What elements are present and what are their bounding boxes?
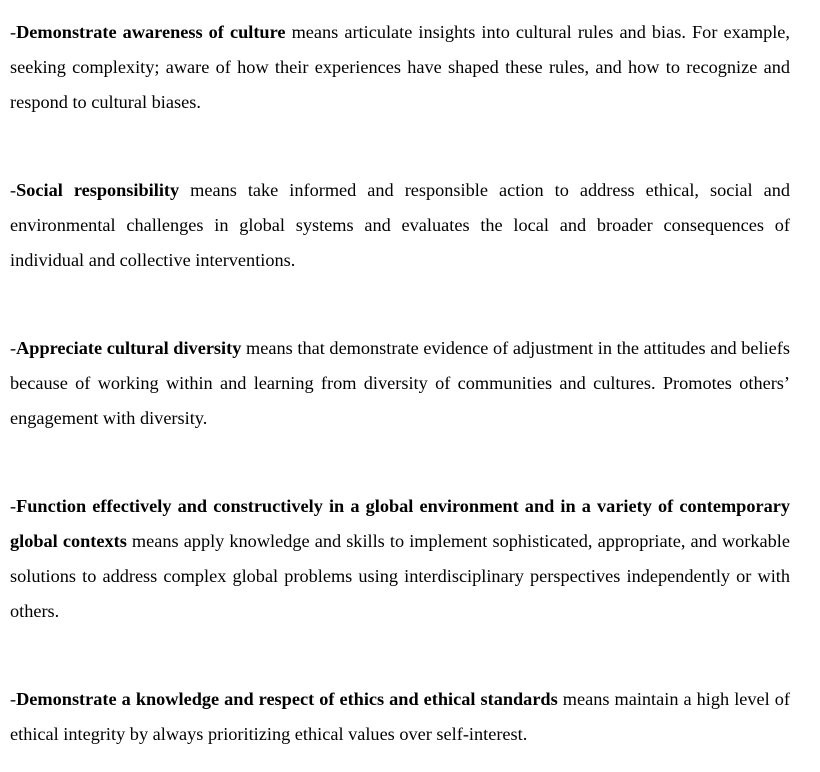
bullet-dash: - xyxy=(10,496,17,516)
term-definition: means that demonstrate evidence of adjustment in the attitudes and beliefs because of working within and learning from diversity of communities and cultures. Promotes others’ engagement with diversity. xyxy=(10,338,790,428)
term-heading: Function effectively and constructively in a global environment and in a variety of contemporary global contexts xyxy=(10,496,790,551)
definition-paragraph-cultural-diversity xyxy=(10,331,790,436)
document-body xyxy=(10,15,790,752)
bullet-dash: - xyxy=(10,180,17,200)
term-definition: means take informed and responsible action to address ethical, social and environmental challenges in global systems and evaluates the local and broader consequences of individual and collective interventions. xyxy=(10,180,791,270)
bullet-dash: - xyxy=(10,22,17,42)
term-heading: Demonstrate a knowledge and respect of ethics and ethical standards xyxy=(16,689,558,709)
definition-paragraph-social-responsibility xyxy=(10,173,790,278)
term-definition: means apply knowledge and skills to implement sophisticated, appropriate, and workable solutions to address complex global problems using interdisciplinary perspectives independently or with others. xyxy=(10,531,790,621)
definition-paragraph-culture-awareness xyxy=(10,15,790,120)
definition-paragraph-ethics xyxy=(10,682,790,752)
definition-paragraph-global-environment xyxy=(10,489,790,629)
term-heading: Social responsibility xyxy=(16,180,180,200)
term-heading: Demonstrate awareness of culture xyxy=(16,22,286,42)
bullet-dash: - xyxy=(10,689,17,709)
term-heading: Appreciate cultural diversity xyxy=(16,338,242,358)
bullet-dash: - xyxy=(10,338,17,358)
term-definition: means articulate insights into cultural rules and bias. For example, seeking complexity; aware of how their experiences have shaped these rules, and how to recognize and respond to cultural biases. xyxy=(10,22,790,112)
term-definition: means maintain a high level of ethical integrity by always prioritizing ethical values over self-interest. xyxy=(10,689,790,744)
